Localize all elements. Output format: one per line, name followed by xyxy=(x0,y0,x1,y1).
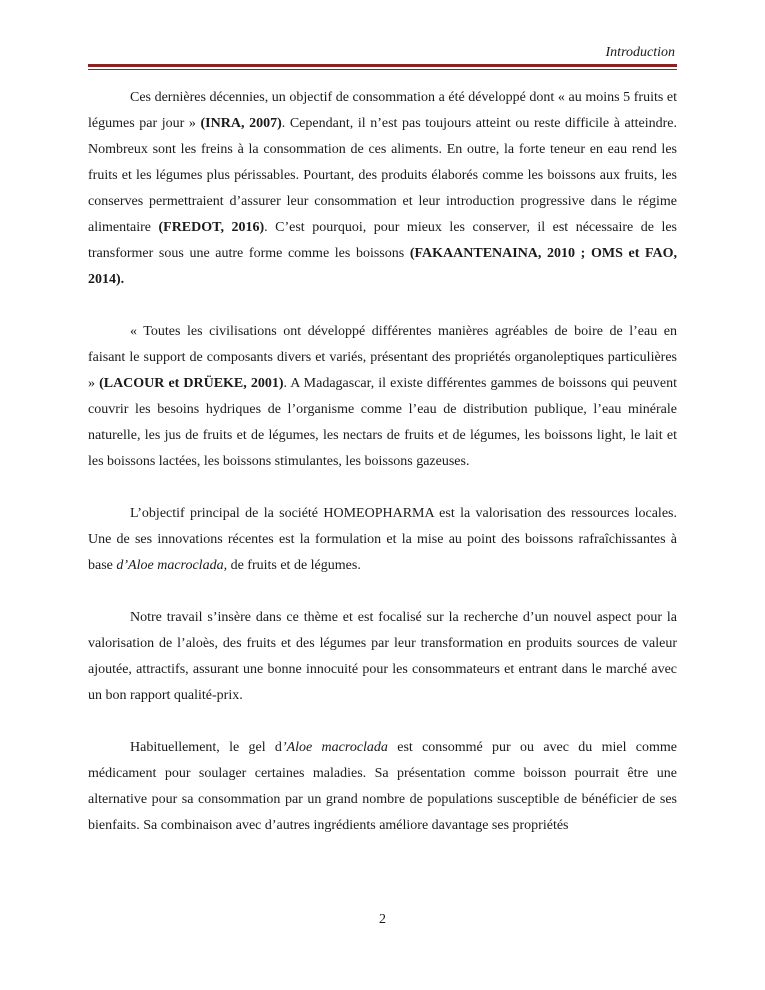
citation-fakaantenaina-oms-fao: (FAKAANTENAINA, 2010 ; OMS et FAO, 2014). xyxy=(88,246,677,287)
header-rule-thin xyxy=(88,69,677,70)
citation-fredot-2016: (FREDOT, 2016) xyxy=(158,220,265,235)
paragraph-5 xyxy=(88,735,677,839)
text-segment: est consommé pur ou avec du miel comme médicament pour soulager certaines maladies. Sa présentation comme boisson pourrait être une alternative pour sa consommation par un grand nombre de populations susceptible de bénéficier de ses bienfaits. Sa combinaison avec d’autres ingrédients améliore davantage ses propriétés xyxy=(88,740,677,833)
text-segment: . Cependant, il n’est pas toujours atteint ou reste difficile à atteindre. Nombreux sont les freins à la consommation de ces aliments. En outre, la forte teneur en eau rend les fruits et les légumes plus périssables. Pourtant, des produits élaborés comme les boissons aux fruits, les conserves permettraient d’assurer leur consommation et leur introduction progressive dans le régime alimentaire xyxy=(88,116,677,235)
species-name: d’Aloe macroclada, xyxy=(116,558,228,573)
paragraph-1 xyxy=(88,85,677,293)
paragraph-3 xyxy=(88,501,677,579)
text-segment: L’objectif principal de la société HOMEOPHARMA est la valorisation des ressources locales. Une de ses innovations récentes est la formulation et la mise au point des boissons rafraîchissantes à base xyxy=(88,506,677,573)
citation-inra-2007: (INRA, 2007) xyxy=(200,116,282,131)
section-header-title: Introduction xyxy=(605,45,675,60)
text-segment: . C’est pourquoi, pour mieux les conserver, il est nécessaire de les transformer sous une autre forme comme les boissons xyxy=(88,220,678,261)
species-name: ’Aloe macroclada xyxy=(281,740,388,755)
text-segment: « Toutes les civilisations ont développé différentes manières agréables de boire de l’eau en faisant le support de composants divers et variés, présentant des propriétés organoleptiques particulières » xyxy=(88,324,677,391)
text-segment: Ces dernières décennies, un objectif de consommation a été développé dont « au moins 5 fruits et légumes par jour » xyxy=(88,90,677,131)
body-text xyxy=(88,85,677,839)
text-segment: Notre travail s’insère dans ce thème et est focalisé sur la recherche d’un nouvel aspect pour la valorisation de l’aloès, des fruits et des légumes par leur transformation en produits sources de valeur ajoutée, attractifs, assurant une bonne innocuité pour les consommateurs et entrant dans le marché avec un bon rapport qualité-prix. xyxy=(88,610,677,703)
header-rule-thick xyxy=(88,64,677,67)
paragraph-2 xyxy=(88,319,677,475)
citation-lacour-drueke-2001: (LACOUR et DRÜEKE, 2001) xyxy=(99,376,284,391)
text-segment: de fruits et de légumes. xyxy=(227,558,361,573)
paragraph-4 xyxy=(88,605,677,709)
text-segment: Habituellement, le gel d xyxy=(130,740,282,755)
text-segment: . A Madagascar, il existe différentes gammes de boissons qui peuvent couvrir les besoins hydriques de l’organisme comme l’eau de distribution publique, l’eau minérale naturelle, les jus de fruits et de légumes, les nectars de fruits et de légumes, les boissons light, le lait et les boissons lactées, les boissons stimulantes, les boissons gazeuses. xyxy=(88,376,678,469)
page-number: 2 xyxy=(379,912,386,927)
